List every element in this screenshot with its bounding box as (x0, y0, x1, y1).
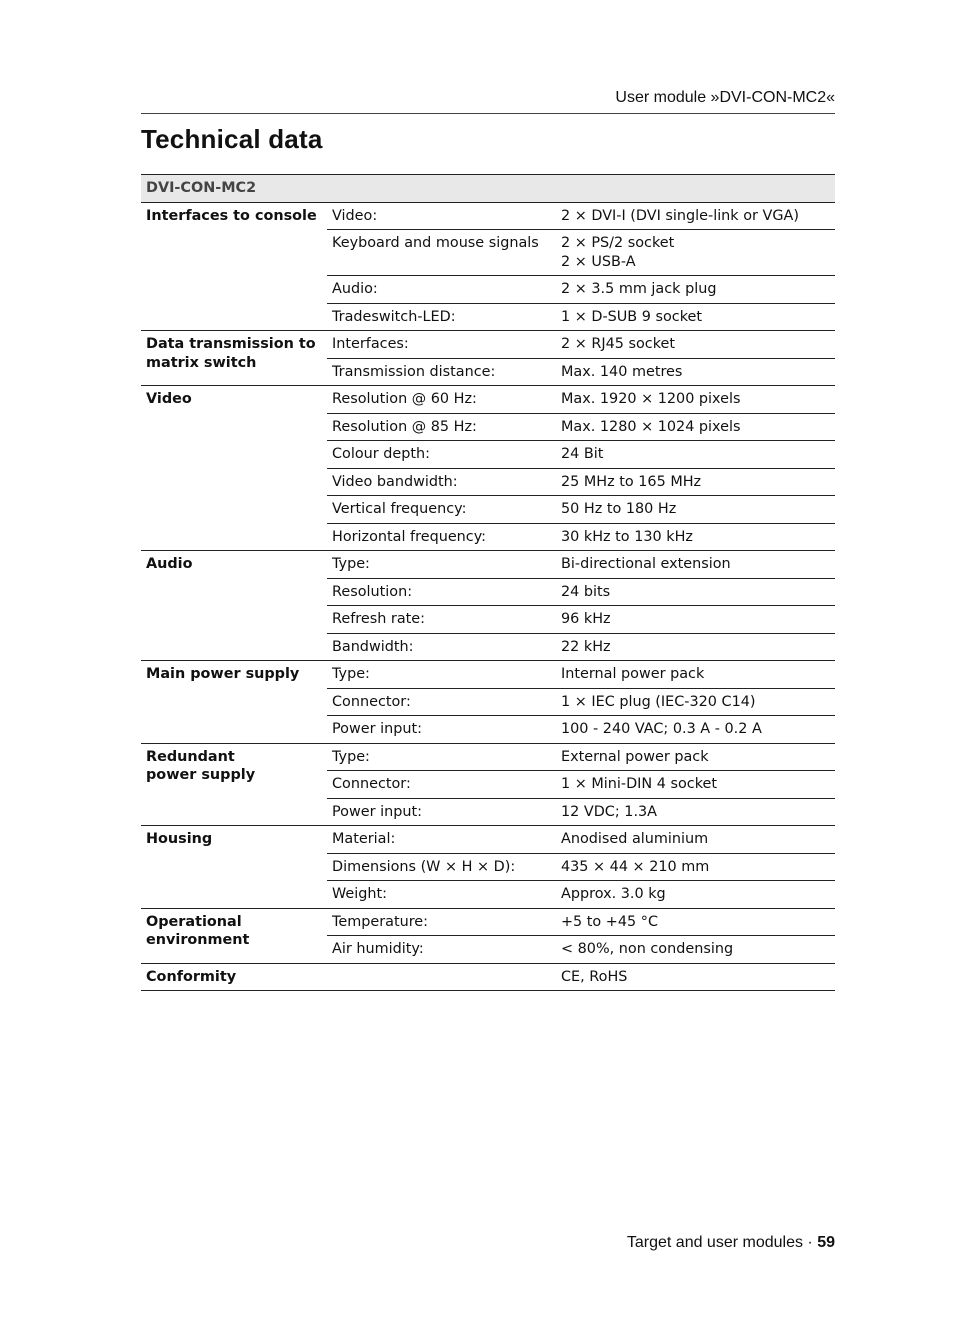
spec-label: Refresh rate: (327, 606, 556, 634)
group-label: Main power supply (141, 661, 327, 744)
spec-value: Approx. 3.0 kg (556, 881, 835, 909)
page-footer (627, 1234, 835, 1252)
group-label: Audio (141, 551, 327, 661)
spec-value: 24 bits (556, 578, 835, 606)
header-rule (141, 113, 835, 114)
spec-label: Horizontal frequency: (327, 523, 556, 551)
spec-value: 435 × 44 × 210 mm (556, 853, 835, 881)
spec-label: Keyboard and mouse signals (327, 230, 556, 276)
spec-value: Anodised aluminium (556, 826, 835, 854)
group-label: Data transmission to matrix switch (141, 331, 327, 386)
model-name: DVI-CON-MC2 (141, 175, 835, 203)
spec-value: Max. 1280 × 1024 pixels (556, 413, 835, 441)
spec-value: 50 Hz to 180 Hz (556, 496, 835, 524)
spec-label: Resolution: (327, 578, 556, 606)
spec-value: CE, RoHS (556, 963, 835, 991)
table-row (141, 743, 835, 771)
spec-label: Type: (327, 551, 556, 579)
spec-label: Weight: (327, 881, 556, 909)
table-row (141, 826, 835, 854)
page-number: 59 (817, 1234, 835, 1251)
spec-label: Temperature: (327, 908, 556, 936)
running-header: User module »DVI-CON-MC2« (615, 89, 835, 106)
spec-value: +5 to +45 °C (556, 908, 835, 936)
spec-label: Connector: (327, 688, 556, 716)
spec-value: Max. 140 metres (556, 358, 835, 386)
spec-label: Colour depth: (327, 441, 556, 469)
spec-label: Interfaces: (327, 331, 556, 359)
spec-label: Air humidity: (327, 936, 556, 964)
table-row (141, 202, 835, 230)
spec-value: 2 × PS/2 socket 2 × USB-A (556, 230, 835, 276)
group-label: Redundant power supply (141, 743, 327, 826)
spec-value: Max. 1920 × 1200 pixels (556, 386, 835, 414)
spec-value: 24 Bit (556, 441, 835, 469)
spec-label: Resolution @ 60 Hz: (327, 386, 556, 414)
spec-label: Type: (327, 743, 556, 771)
spec-value: < 80%, non condensing (556, 936, 835, 964)
spec-value: 100 - 240 VAC; 0.3 A - 0.2 A (556, 716, 835, 744)
group-label: Video (141, 386, 327, 551)
table-row (141, 386, 835, 414)
spec-label: Material: (327, 826, 556, 854)
spec-label: Audio: (327, 276, 556, 304)
spec-value: 2 × DVI-I (DVI single-link or VGA) (556, 202, 835, 230)
page-title: Technical data (141, 124, 323, 154)
spec-value: 2 × RJ45 socket (556, 331, 835, 359)
footer-section: Target and user modules · (626, 1234, 818, 1251)
spec-label: Vertical frequency: (327, 496, 556, 524)
spec-label: Power input: (327, 716, 556, 744)
spec-value: 1 × IEC plug (IEC-320 C14) (556, 688, 835, 716)
spec-value: 96 kHz (556, 606, 835, 634)
spec-table-body (141, 175, 835, 991)
group-label: Operational environment (141, 908, 327, 963)
spec-value: Internal power pack (556, 661, 835, 689)
spec-label: Connector: (327, 771, 556, 799)
spec-value: 2 × 3.5 mm jack plug (556, 276, 835, 304)
spec-label: Video: (327, 202, 556, 230)
group-label: Interfaces to console (141, 202, 327, 331)
group-label: Housing (141, 826, 327, 909)
spec-label: Resolution @ 85 Hz: (327, 413, 556, 441)
spec-value: 12 VDC; 1.3A (556, 798, 835, 826)
spec-value: 25 MHz to 165 MHz (556, 468, 835, 496)
table-row (141, 331, 835, 359)
model-row (141, 175, 835, 203)
table-row (141, 963, 835, 991)
spec-value: External power pack (556, 743, 835, 771)
spec-label: Video bandwidth: (327, 468, 556, 496)
spec-label: Transmission distance: (327, 358, 556, 386)
spec-label: Type: (327, 661, 556, 689)
spec-label: Power input: (327, 798, 556, 826)
spec-value: 30 kHz to 130 kHz (556, 523, 835, 551)
group-label: Conformity (141, 963, 327, 991)
spec-value: 22 kHz (556, 633, 835, 661)
spec-label (327, 963, 556, 991)
table-row (141, 908, 835, 936)
spec-table (141, 174, 835, 991)
spec-value: 1 × Mini-DIN 4 socket (556, 771, 835, 799)
table-row (141, 661, 835, 689)
spec-label: Dimensions (W × H × D): (327, 853, 556, 881)
table-row (141, 551, 835, 579)
spec-value: 1 × D-SUB 9 socket (556, 303, 835, 331)
spec-value: Bi-directional extension (556, 551, 835, 579)
spec-label: Tradeswitch-LED: (327, 303, 556, 331)
spec-label: Bandwidth: (327, 633, 556, 661)
